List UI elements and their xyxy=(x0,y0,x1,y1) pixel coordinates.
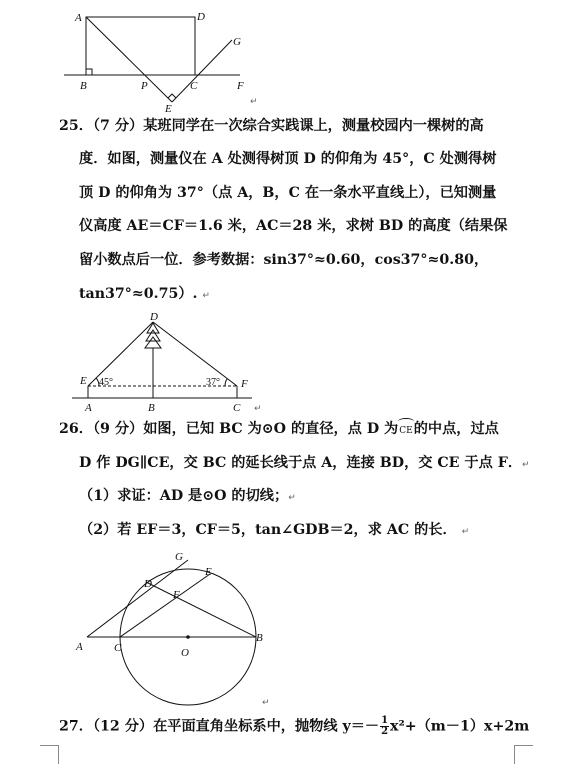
label-f: F xyxy=(173,589,180,601)
label-e: E xyxy=(205,566,212,578)
fraction-one-half xyxy=(380,716,389,737)
problem-25-line-1: 25．（7 分）某班同学在一次综合实践课上，测量校园内一棵树的高 xyxy=(59,118,484,134)
label-g: G xyxy=(175,551,183,563)
return-mark: ↵ xyxy=(262,698,270,708)
label-f: F xyxy=(241,378,248,390)
label-d: D xyxy=(197,11,205,23)
page-corner-mark-left xyxy=(40,745,59,764)
label-p: P xyxy=(141,80,148,92)
label-b: B xyxy=(256,632,263,644)
problem-26-part-1-text: （1）求证：AD 是⊙O 的切线； xyxy=(79,488,289,504)
return-mark: ↵ xyxy=(202,291,210,301)
return-mark: ↵ xyxy=(522,460,530,470)
label-c: C xyxy=(190,80,198,92)
label-f: F xyxy=(237,80,244,92)
arc-ce: CE xyxy=(398,421,413,441)
problem-26-line-2-text: D 作 DG∥CE，交 BC 的延长线于点 A，连接 BD，交 CE 于点 F． xyxy=(79,455,523,471)
return-mark: ↵ xyxy=(254,404,262,414)
problem-25-line-4: 仪高度 AE＝CF＝1.6 米，AC＝28 米，求树 BD 的高度（结果保 xyxy=(79,218,508,234)
return-mark: ↵ xyxy=(461,527,470,537)
problem-27-line-1 xyxy=(59,716,529,737)
problem-26-line-1b: 的中点，过点 xyxy=(413,421,499,437)
problem-25-line-5: 留小数点后一位．参考数据：sin37°≈0.60，cos37°≈0.80， xyxy=(79,252,489,268)
label-a: A xyxy=(85,402,92,414)
problem-25-line-3: 顶 D 的仰角为 37°（点 A，B，C 在一条水平直线上），已知测量 xyxy=(79,185,497,201)
problem-26-line-1a: 26．（9 分）如图，已知 BC 为⊙O 的直径，点 D 为 xyxy=(59,421,399,437)
label-e: E xyxy=(80,375,87,387)
fraction-numerator: 1 xyxy=(381,715,389,726)
problem-25-line-6-text: tan37°≈0.75）. xyxy=(79,286,198,302)
problem-26-part-2-text: （2）若 EF＝3，CF＝5，tan∠GDB＝2，求 AC 的长． xyxy=(79,522,457,538)
problem-27-prefix: 27．（12 分）在平面直角坐标系中，抛物线 y＝－ xyxy=(59,718,380,735)
label-c: C xyxy=(233,402,241,414)
label-a: A xyxy=(76,641,83,653)
label-b: B xyxy=(80,80,87,92)
label-d: D xyxy=(144,578,152,590)
label-g: G xyxy=(233,36,241,48)
page-corner-mark-right xyxy=(514,745,533,764)
problem-25-line-2: 度．如图，测量仪在 A 处测得树顶 D 的仰角为 45°，C 处测得树 xyxy=(79,151,497,167)
return-mark: ↵ xyxy=(288,493,296,503)
label-d: D xyxy=(150,311,158,323)
chord-db xyxy=(146,582,256,637)
chord-ce xyxy=(120,574,210,637)
return-mark: ↵ xyxy=(250,97,258,107)
label-b: B xyxy=(148,402,155,414)
angle-label-45: 45° xyxy=(99,377,113,388)
label-o: O xyxy=(181,647,189,659)
label-a: A xyxy=(75,12,82,24)
angle-label-37: 37° xyxy=(206,377,220,388)
fraction-denominator: 2 xyxy=(381,726,389,737)
center-point-o xyxy=(186,635,190,639)
problem-27-suffix: x²+（m－1）x+2m xyxy=(390,718,530,735)
label-e: E xyxy=(165,103,172,115)
label-c: C xyxy=(114,642,122,654)
